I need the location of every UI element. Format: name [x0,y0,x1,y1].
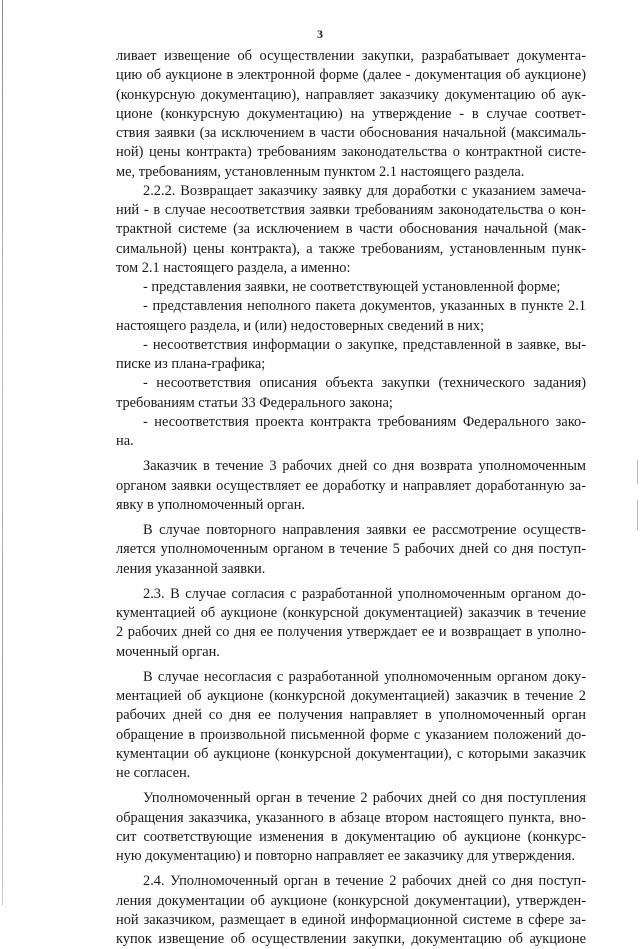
text-line: В случае несогласия с разработанной уполномоченным органом доку- [143,668,586,685]
scan-edge [2,0,3,905]
text-line: сит соответствующие изменения в документацию об аукционе (конкурс- [116,828,586,845]
paragraph [116,47,586,182]
text-line: трактной системе (за исключением в части обоснования начальной (мак- [116,221,586,238]
text-line: симальной) цены контракта), а также требованиям, установленным пунк- [116,240,586,257]
text-line: рабочих дней со дня ее получения направляет в уполномоченный орган [116,707,586,724]
text-line: 2 рабочих дней со дня ее получения утверждает ее и возвращает в уполно- [116,624,586,641]
page-number: 3 [317,27,323,41]
text-line: ления указанной заявки. [116,560,266,577]
text-line: - несоответствия описания объекта закупки (технического задания) [143,375,586,392]
text-line: Заказчик в течение 3 рабочих дней со дня возврата уполномоченным [143,458,586,475]
text-line: - несоответствия информации о закупке, представленной в заявке, вы- [143,336,586,353]
text-line: ний - в случае несоответствия заявки требованиям законодательства о кон- [116,202,586,218]
text-line: ной) цены контракта) требованиям законодательства о контрактной систе- [116,144,586,161]
paragraph [116,872,586,949]
text-line: ную документацию) и повторно направляет ее заказчику для утверждения. [116,848,575,864]
text-line: 2.2.2. Возвращает заказчику заявку для доработки с указанием замеча- [143,182,586,199]
text-line: цию об аукционе в электронной форме (далее - документация об аукционе) [116,67,586,84]
paragraph [116,182,586,452]
text-line: 2.3. В случае согласия с разработанной уполномоченным органом до- [143,585,586,602]
text-line: писке из плана-графика; [116,356,266,372]
text-line: кументации об аукционе (конкурсной документации), с которыми заказчик [116,745,586,762]
text-line: ляется уполномоченным органом в течение 5 рабочих дней со дня поступ- [116,541,586,558]
text-line: Уполномоченный орган в течение 2 рабочих дней со дня поступления [143,790,586,807]
text-line: ления документации об аукционе (конкурсной документации), утвержден- [116,892,586,909]
scan-mark [637,500,638,530]
text-line: обращения заказчика, указанного в абзаце втором настоящего пункта, вно- [116,809,586,826]
text-line: органом заявки осуществляет ее доработку и направляет доработанную за- [116,477,586,494]
text-line: ливает извещение об осуществлении закупки, разрабатывает документа- [116,48,586,64]
scan-mark [637,460,638,484]
text-line: моченный орган. [116,643,220,660]
text-line: обращение в произвольной письменной форме с указанием положений до- [116,726,586,743]
text-line: ционе (конкурсную документацию) на утверждение - в случае соответ- [116,105,586,122]
text-line: настоящего раздела, и (или) недостоверных сведений в них; [116,317,485,334]
text-line: купок извещение об осуществлении закупки, документацию об аукционе [116,931,586,947]
text-line: В случае повторного направления заявки ее рассмотрение осуществ- [143,522,586,538]
paragraph [116,585,586,662]
text-line: - несоответствия проекта контракта требованиям Федерального зако- [143,413,586,430]
text-line: кументацией об аукционе (конкурсной документацией) заказчик в течение [116,605,586,621]
text-line: на. [116,433,134,449]
text-line: (конкурсную документацию), направляет заказчику документацию об аук- [116,86,586,103]
text-line: явку в уполномоченный орган. [116,496,305,513]
text-line: ной заказчиком, размещает в единой информационной системе в сфере за- [116,911,586,928]
paragraph [116,789,586,866]
paragraph [116,457,586,515]
text-line: 2.4. Уполномоченный орган в течение 2 рабочих дней со дня поступ- [143,873,586,890]
text-line: ствия заявки (за исключением в части обоснования начальной (максималь- [116,125,586,141]
document-body [116,47,586,949]
paragraph [116,668,586,784]
text-line: ментацией об аукционе (конкурсной документацией) заказчик в течение 2 [116,688,586,704]
paragraph [116,521,586,579]
text-line: - представления неполного пакета документов, указанных в пункте 2.1 [143,298,586,315]
text-line: не согласен. [116,765,191,781]
text-line: требованиям статьи 33 Федерального закона; [116,394,393,411]
text-line: - представления заявки, не соответствующей установленной форме; [143,279,561,295]
text-line: том 2.1 настоящего раздела, а именно: [116,259,351,276]
text-line: ме, требованиям, установленным пунктом 2.1 настоящего раздела. [116,163,525,180]
